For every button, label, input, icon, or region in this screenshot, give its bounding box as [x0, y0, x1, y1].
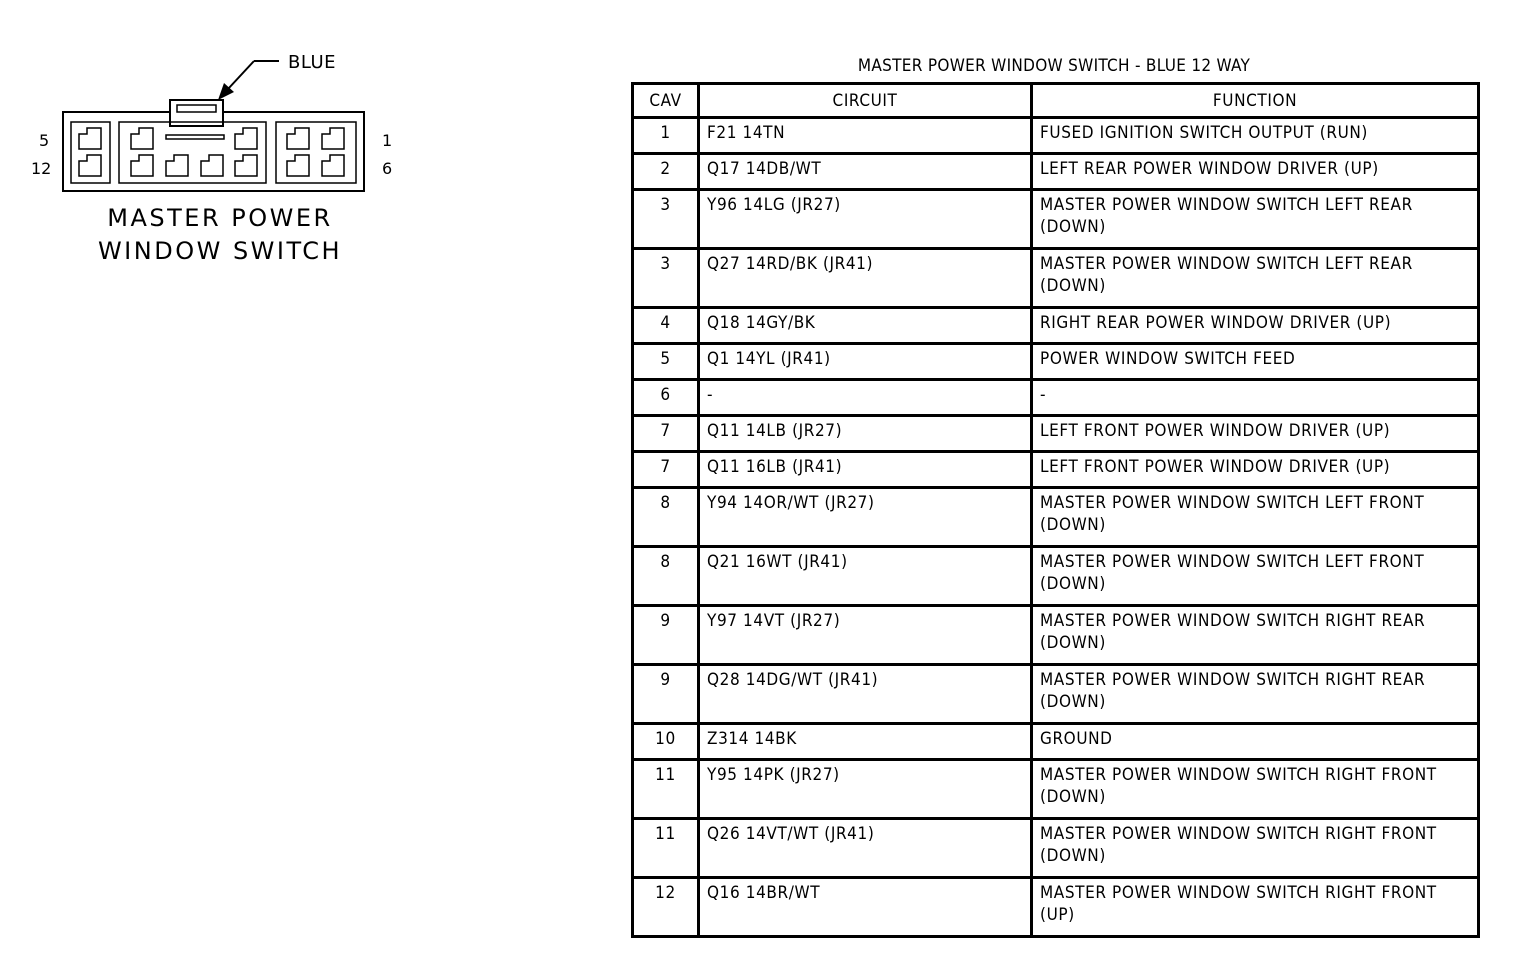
circuit-cell: Q18 14GY/BK: [699, 308, 1032, 344]
circuit-cell: -: [699, 380, 1032, 416]
function-cell: -: [1032, 380, 1479, 416]
table-header-row: [633, 84, 1479, 118]
cav-cell: 8: [633, 488, 699, 547]
cav-cell: 7: [633, 416, 699, 452]
function-cell: MASTER POWER WINDOW SWITCH RIGHT FRONT (DOWN): [1032, 819, 1479, 878]
connector-latch-slot: [177, 105, 216, 112]
circuit-cell: Y97 14VT (JR27): [699, 606, 1032, 665]
cav-cell: 10: [633, 724, 699, 760]
circuit-cell: Y95 14PK (JR27): [699, 760, 1032, 819]
circuit-cell: Q21 16WT (JR41): [699, 547, 1032, 606]
cav-cell: 6: [633, 380, 699, 416]
table-row: [633, 344, 1479, 380]
function-cell: LEFT REAR POWER WINDOW DRIVER (UP): [1032, 154, 1479, 190]
pinout-table: [631, 82, 1480, 938]
function-cell: MASTER POWER WINDOW SWITCH LEFT FRONT (DOWN): [1032, 547, 1479, 606]
circuit-cell: Y94 14OR/WT (JR27): [699, 488, 1032, 547]
circuit-cell: Q16 14BR/WT: [699, 878, 1032, 937]
circuit-cell: Z314 14BK: [699, 724, 1032, 760]
connector-name-line1: MASTER POWER: [107, 204, 333, 232]
table-row: [633, 878, 1479, 937]
pin-label-top-left: 5: [39, 131, 50, 150]
function-cell: MASTER POWER WINDOW SWITCH RIGHT REAR (DOWN): [1032, 606, 1479, 665]
function-cell: RIGHT REAR POWER WINDOW DRIVER (UP): [1032, 308, 1479, 344]
circuit-cell: Q11 16LB (JR41): [699, 452, 1032, 488]
table-row: [633, 118, 1479, 154]
circuit-cell: Q27 14RD/BK (JR41): [699, 249, 1032, 308]
cav-cell: 8: [633, 547, 699, 606]
pin-label-top-right: 1: [382, 131, 393, 150]
function-cell: MASTER POWER WINDOW SWITCH RIGHT REAR (DOWN): [1032, 665, 1479, 724]
table-row: [633, 606, 1479, 665]
function-cell: MASTER POWER WINDOW SWITCH LEFT REAR (DOWN): [1032, 249, 1479, 308]
function-cell: MASTER POWER WINDOW SWITCH LEFT REAR (DOWN): [1032, 190, 1479, 249]
table-row: [633, 452, 1479, 488]
function-cell: FUSED IGNITION SWITCH OUTPUT (RUN): [1032, 118, 1479, 154]
table-row: [633, 665, 1479, 724]
table-row: [633, 380, 1479, 416]
function-cell: MASTER POWER WINDOW SWITCH RIGHT FRONT (DOWN): [1032, 760, 1479, 819]
pin-label-bottom-left: 12: [31, 159, 52, 178]
circuit-cell: F21 14TN: [699, 118, 1032, 154]
circuit-cell: Q17 14DB/WT: [699, 154, 1032, 190]
table-title: MASTER POWER WINDOW SWITCH - BLUE 12 WAY: [857, 56, 1251, 76]
function-cell: MASTER POWER WINDOW SWITCH RIGHT FRONT (UP): [1032, 878, 1479, 937]
connector-center-bar: [166, 135, 224, 139]
cav-cell: 7: [633, 452, 699, 488]
table-row: [633, 760, 1479, 819]
cav-cell: 2: [633, 154, 699, 190]
cav-cell: 9: [633, 665, 699, 724]
cav-cell: 3: [633, 190, 699, 249]
connector-diagram: [0, 0, 600, 300]
table-row: [633, 547, 1479, 606]
table-body: [633, 118, 1479, 937]
table-row: [633, 190, 1479, 249]
cav-cell: 11: [633, 819, 699, 878]
connector-name-line2: WINDOW SWITCH: [97, 237, 343, 265]
connector-color-label: BLUE: [288, 52, 337, 73]
function-cell: POWER WINDOW SWITCH FEED: [1032, 344, 1479, 380]
cav-cell: 4: [633, 308, 699, 344]
table-row: [633, 416, 1479, 452]
circuit-cell: Y96 14LG (JR27): [699, 190, 1032, 249]
pin-label-bottom-right: 6: [382, 159, 393, 178]
table-row: [633, 488, 1479, 547]
circuit-cell: Q26 14VT/WT (JR41): [699, 819, 1032, 878]
header-circuit: CIRCUIT: [699, 84, 1032, 118]
cav-cell: 12: [633, 878, 699, 937]
table-row: [633, 249, 1479, 308]
callout-arrow-line: [228, 61, 254, 89]
function-cell: LEFT FRONT POWER WINDOW DRIVER (UP): [1032, 452, 1479, 488]
circuit-cell: Q11 14LB (JR27): [699, 416, 1032, 452]
cav-cell: 11: [633, 760, 699, 819]
cav-cell: 1: [633, 118, 699, 154]
function-cell: GROUND: [1032, 724, 1479, 760]
table-row: [633, 154, 1479, 190]
table-row: [633, 724, 1479, 760]
function-cell: MASTER POWER WINDOW SWITCH LEFT FRONT (DOWN): [1032, 488, 1479, 547]
circuit-cell: Q1 14YL (JR41): [699, 344, 1032, 380]
table-row: [633, 308, 1479, 344]
function-cell: LEFT FRONT POWER WINDOW DRIVER (UP): [1032, 416, 1479, 452]
cav-cell: 3: [633, 249, 699, 308]
circuit-cell: Q28 14DG/WT (JR41): [699, 665, 1032, 724]
header-function: FUNCTION: [1032, 84, 1479, 118]
table-row: [633, 819, 1479, 878]
cav-cell: 9: [633, 606, 699, 665]
header-cav: CAV: [633, 84, 699, 118]
cav-cell: 5: [633, 344, 699, 380]
